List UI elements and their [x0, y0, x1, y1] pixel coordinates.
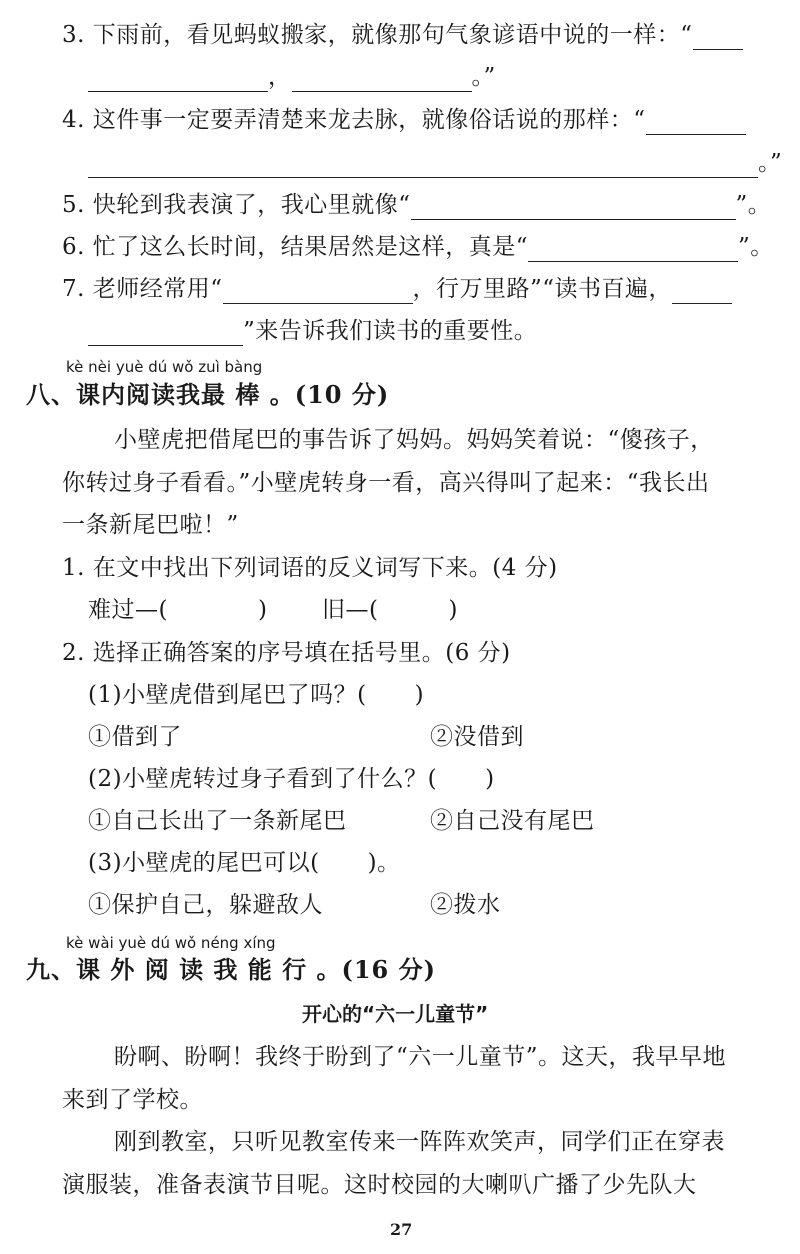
antonym-1: 难过—( ) — [88, 597, 268, 623]
answer-blank[interactable] — [646, 110, 746, 135]
answer-blank[interactable] — [292, 67, 472, 92]
option-2b: ②自己没有尾巴 — [430, 808, 595, 834]
answer-blank[interactable] — [693, 25, 743, 50]
question-8-2: 2. 选择正确答案的序号填在括号里。(6 分) — [62, 640, 511, 666]
passage-line: 你转过身子看看。”小壁虎转身一看，高兴得叫了起来：“我长出 — [62, 470, 710, 496]
section-8-heading: 八、课内阅读我最 棒 。(10 分) — [26, 380, 390, 409]
page-number: 27 — [390, 1220, 413, 1239]
article-line: 盼啊、盼啊！我终于盼到了“六一儿童节”。这天，我早早地 — [114, 1044, 727, 1070]
antonym-2: 旧—( ) — [322, 597, 458, 623]
answer-blank[interactable] — [411, 195, 736, 220]
question-7: 7. 老师经常用“ ，行万里路”“读书百遍， — [62, 274, 732, 304]
article-line: 演服装，准备表演节目呢。这时校园的大喇叭广播了少先队大 — [62, 1172, 697, 1198]
option-1a: ①借到了 — [88, 724, 182, 750]
question-4-cont: 。” — [88, 148, 782, 178]
passage-line: 小壁虎把借尾巴的事告诉了妈妈。妈妈笑着说：“傻孩子， — [114, 427, 714, 453]
question-4: 4. 这件事一定要弄清楚来龙去脉，就像俗话说的那样：“ — [62, 105, 746, 135]
article-title: 开心的“六一儿童节” — [302, 1002, 489, 1026]
question-3: 3. 下雨前，看见蚂蚁搬家，就像那句气象谚语中说的一样：“ — [62, 20, 743, 50]
option-1b: ②没借到 — [430, 724, 524, 750]
question-7-cont: ”来告诉我们读书的重要性。 — [88, 316, 537, 346]
answer-blank[interactable] — [223, 279, 413, 304]
section-9-heading: 九、课 外 阅 读 我 能 行 。(16 分) — [26, 955, 436, 984]
option-3a: ①保护自己，躲避敌人 — [88, 892, 323, 918]
option-2a: ①自己长出了一条新尾巴 — [88, 808, 347, 834]
answer-blank[interactable] — [88, 321, 243, 346]
question-6: 6. 忙了这么长时间，结果居然是这样，真是“ ”。 — [62, 234, 774, 260]
answer-blank[interactable] — [88, 67, 268, 92]
section-8-pinyin: kè nèi yuè dú wǒ zuì bàng — [66, 358, 263, 376]
section-9-pinyin: kè wài yuè dú wǒ néng xíng — [66, 934, 276, 952]
answer-blank[interactable] — [528, 237, 738, 262]
question-3-cont: ， 。” — [88, 62, 496, 92]
sub-question-2: (2)小壁虎转过身子看到了什么？( ) — [88, 766, 495, 792]
article-line: 来到了学校。 — [62, 1087, 203, 1113]
answer-blank[interactable] — [88, 153, 758, 178]
question-5: 5. 快轮到我表演了，我心里就像“ ”。 — [62, 192, 772, 218]
article-line: 刚到教室，只听见教室传来一阵阵欢笑声，同学们正在穿表 — [114, 1129, 725, 1155]
passage-line: 一条新尾巴啦！” — [62, 512, 239, 538]
answer-blank[interactable] — [672, 279, 732, 304]
sub-question-1: (1)小壁虎借到尾巴了吗？( ) — [88, 682, 425, 708]
option-3b: ②拨水 — [430, 892, 501, 918]
sub-question-3: (3)小壁虎的尾巴可以( )。 — [88, 850, 401, 876]
question-8-1: 1. 在文中找出下列词语的反义词写下来。(4 分) — [62, 555, 558, 581]
